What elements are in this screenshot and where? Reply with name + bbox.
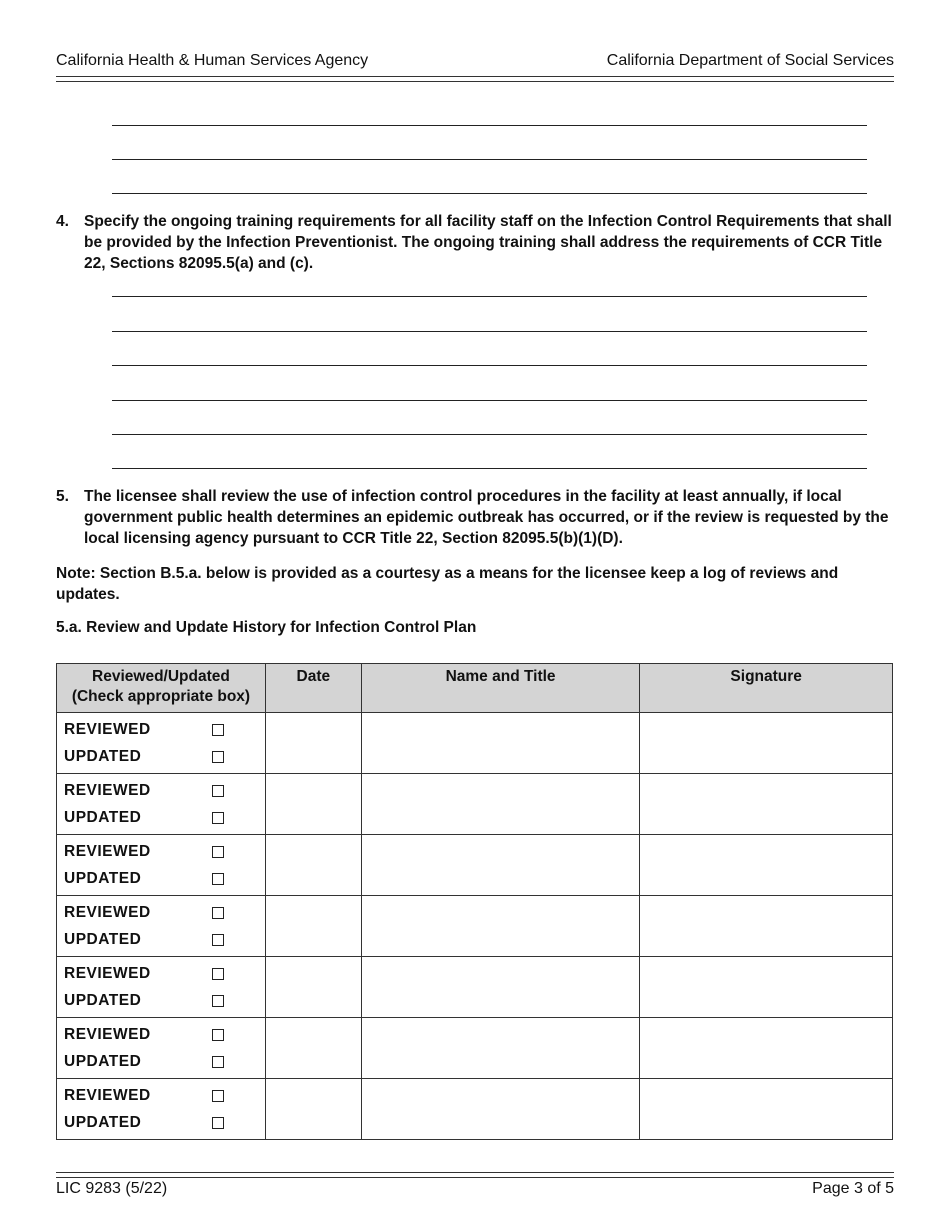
updated-option: [57, 804, 265, 831]
updated-option: [57, 865, 265, 892]
reviewed-option: [57, 716, 265, 743]
footer-divider: [56, 1172, 894, 1178]
date-cell[interactable]: [265, 896, 361, 957]
name-title-cell[interactable]: [361, 835, 640, 896]
updated-checkbox[interactable]: [212, 1056, 224, 1068]
signature-cell[interactable]: [640, 1079, 893, 1140]
table-row: [57, 1079, 893, 1140]
review-status-cell: [57, 713, 266, 774]
review-status-cell: [57, 1079, 266, 1140]
date-cell[interactable]: [265, 774, 361, 835]
updated-checkbox[interactable]: [212, 751, 224, 763]
signature-cell[interactable]: [640, 713, 893, 774]
page-header: [56, 52, 894, 70]
reviewed-checkbox[interactable]: [212, 907, 224, 919]
question-text: The licensee shall review the use of infection control procedures in the facility at least annually, if local government public health determines an epidemic outbreak has occurred, or if the review is requested by the local licensing agency pursuant to CCR Title 22, Section 82095.5(b)(1)(D).: [84, 488, 889, 547]
updated-checkbox[interactable]: [212, 812, 224, 824]
answer-line[interactable]: [112, 125, 867, 126]
updated-checkbox[interactable]: [212, 934, 224, 946]
table-row: [57, 774, 893, 835]
reviewed-option: [57, 899, 265, 926]
question-number: 4.: [56, 213, 69, 230]
section-title: 5.a. Review and Update History for Infection Control Plan: [56, 619, 477, 636]
reviewed-label: REVIEWED: [64, 842, 151, 860]
updated-label: UPDATED: [64, 1113, 142, 1131]
answer-line[interactable]: [112, 296, 867, 297]
reviewed-checkbox[interactable]: [212, 846, 224, 858]
name-title-cell[interactable]: [361, 957, 640, 1018]
question-4: [56, 211, 894, 274]
reviewed-label: REVIEWED: [64, 781, 151, 799]
review-status-cell: [57, 896, 266, 957]
reviewed-label: REVIEWED: [64, 1025, 151, 1043]
date-cell[interactable]: [265, 1018, 361, 1079]
signature-cell[interactable]: [640, 774, 893, 835]
signature-cell[interactable]: [640, 957, 893, 1018]
reviewed-label: REVIEWED: [64, 903, 151, 921]
answer-line[interactable]: [112, 468, 867, 469]
signature-cell[interactable]: [640, 1018, 893, 1079]
review-history-table: [56, 663, 893, 1140]
answer-line[interactable]: [112, 365, 867, 366]
name-title-cell[interactable]: [361, 774, 640, 835]
date-header: Date: [265, 664, 361, 713]
date-cell[interactable]: [265, 713, 361, 774]
answer-line[interactable]: [112, 434, 867, 435]
page-footer: [56, 1180, 894, 1198]
table-row: [57, 1018, 893, 1079]
reviewed-label: REVIEWED: [64, 720, 151, 738]
updated-checkbox[interactable]: [212, 995, 224, 1007]
updated-option: [57, 743, 265, 770]
review-status-cell: [57, 774, 266, 835]
updated-label: UPDATED: [64, 1052, 142, 1070]
question-number: 5.: [56, 488, 69, 505]
reviewed-option: [57, 1021, 265, 1048]
reviewed-checkbox[interactable]: [212, 968, 224, 980]
name-title-cell[interactable]: [361, 1018, 640, 1079]
table-row: [57, 957, 893, 1018]
name-title-header: Name and Title: [361, 664, 640, 713]
signature-cell[interactable]: [640, 896, 893, 957]
updated-option: [57, 1048, 265, 1075]
updated-checkbox[interactable]: [212, 873, 224, 885]
updated-option: [57, 926, 265, 953]
reviewed-option: [57, 777, 265, 804]
table-row: [57, 713, 893, 774]
question-5: [56, 486, 894, 549]
reviewed-checkbox[interactable]: [212, 785, 224, 797]
reviewed-updated-subtitle: (Check appropriate box): [71, 688, 251, 705]
name-title-cell[interactable]: [361, 713, 640, 774]
reviewed-option: [57, 960, 265, 987]
name-title-cell[interactable]: [361, 896, 640, 957]
note-text: Note: Section B.5.a. below is provided as a courtesy as a means for the licensee keep a log of reviews and updates.: [56, 565, 839, 603]
question-text: Specify the ongoing training requirements for all facility staff on the Infection Control Requirements that shall be provided by the Infection Preventionist. The ongoing training shall address the requirements of CCR Title 22, Sections 82095.5(a) and (c).: [84, 213, 892, 272]
updated-checkbox[interactable]: [212, 1117, 224, 1129]
updated-label: UPDATED: [64, 808, 142, 826]
page-number: Page 3 of 5: [812, 1180, 894, 1197]
form-number: LIC 9283 (5/22): [56, 1180, 168, 1197]
updated-label: UPDATED: [64, 869, 142, 887]
date-cell[interactable]: [265, 1079, 361, 1140]
answer-line[interactable]: [112, 331, 867, 332]
answer-line[interactable]: [112, 400, 867, 401]
signature-cell[interactable]: [640, 835, 893, 896]
updated-option: [57, 987, 265, 1014]
answer-line[interactable]: [112, 159, 867, 160]
updated-label: UPDATED: [64, 930, 142, 948]
table-header-row: [57, 664, 893, 713]
updated-label: UPDATED: [64, 747, 142, 765]
review-status-cell: [57, 957, 266, 1018]
department-name: California Department of Social Services: [606, 52, 894, 69]
signature-header: Signature: [640, 664, 893, 713]
reviewed-checkbox[interactable]: [212, 1029, 224, 1041]
reviewed-label: REVIEWED: [64, 964, 151, 982]
reviewed-checkbox[interactable]: [212, 724, 224, 736]
agency-name: California Health & Human Services Agency: [56, 52, 369, 69]
header-divider: [56, 76, 894, 82]
reviewed-option: [57, 838, 265, 865]
name-title-cell[interactable]: [361, 1079, 640, 1140]
reviewed-updated-title: Reviewed/Updated: [92, 668, 230, 685]
updated-label: UPDATED: [64, 991, 142, 1009]
review-status-cell: [57, 1018, 266, 1079]
reviewed-option: [57, 1082, 265, 1109]
updated-option: [57, 1109, 265, 1136]
answer-line[interactable]: [112, 193, 867, 194]
date-cell[interactable]: [265, 835, 361, 896]
reviewed-label: REVIEWED: [64, 1086, 151, 1104]
table-row: [57, 835, 893, 896]
date-cell[interactable]: [265, 957, 361, 1018]
reviewed-updated-header: [57, 664, 266, 713]
table-row: [57, 896, 893, 957]
reviewed-checkbox[interactable]: [212, 1090, 224, 1102]
review-status-cell: [57, 835, 266, 896]
